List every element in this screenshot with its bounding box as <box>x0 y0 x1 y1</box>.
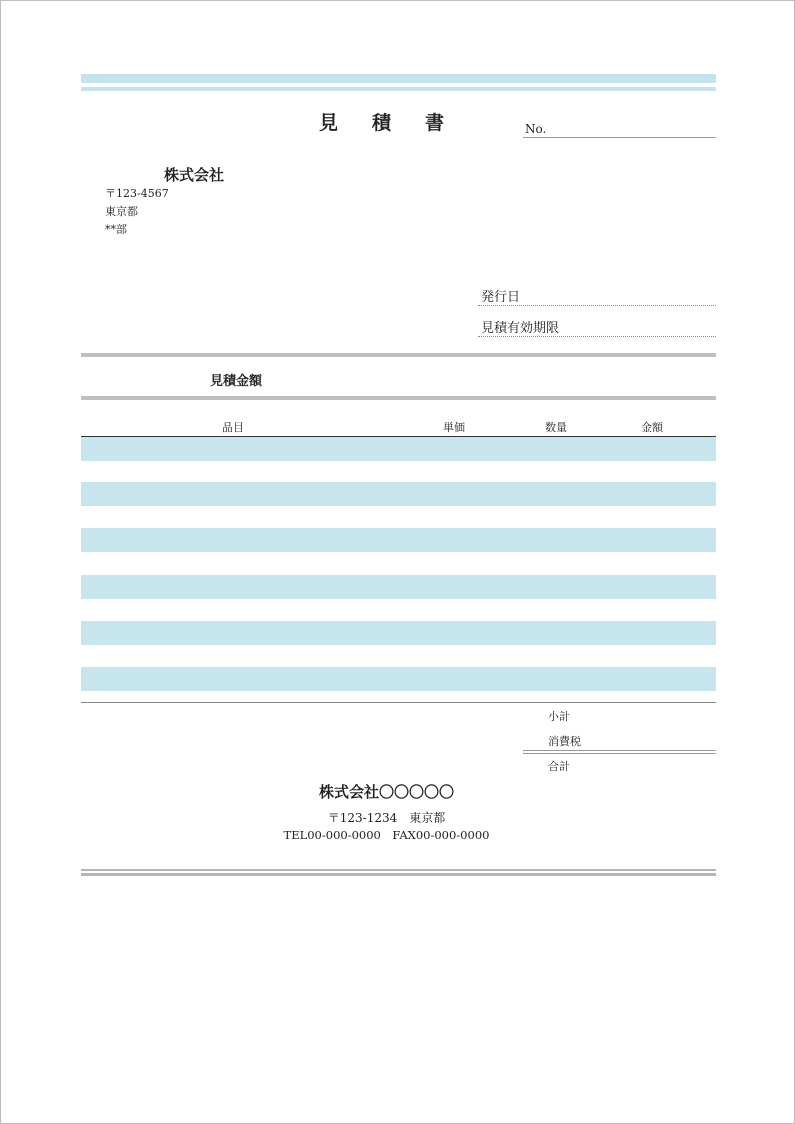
document-number-label: No. <box>525 122 547 136</box>
document-number-line <box>523 137 716 138</box>
issuer-company: 株式会社〇〇〇〇〇 <box>318 783 454 801</box>
recipient-postal: 〒123-4567 <box>105 187 169 200</box>
issue-date-line <box>478 305 716 306</box>
column-header-unit-price: 単価 <box>443 421 465 434</box>
issue-date-label: 発行日 <box>481 290 521 305</box>
recipient-company: 株式会社 <box>164 166 225 184</box>
estimate-amount-label: 見積金額 <box>210 374 263 389</box>
table-row <box>81 528 716 552</box>
column-header-amount: 金額 <box>641 421 663 434</box>
document-title: 見積書 <box>319 112 479 134</box>
amount-top-rule <box>81 353 716 357</box>
valid-until-line <box>478 336 716 337</box>
table-row <box>81 621 716 645</box>
table-row <box>81 667 716 691</box>
footer-rule-bottom <box>81 873 716 876</box>
table-row <box>81 482 716 506</box>
recipient-dept: **部 <box>105 223 127 236</box>
footer-rule-top <box>81 869 716 871</box>
subtotal-label: 小計 <box>548 710 570 723</box>
amount-bottom-rule <box>81 396 716 400</box>
total-double-rule-top <box>523 750 716 751</box>
header-band-top <box>81 74 716 83</box>
table-bottom-rule <box>81 702 716 703</box>
recipient-city: 東京都 <box>105 205 138 218</box>
column-header-item: 品目 <box>222 421 244 434</box>
issuer-contact: TEL00-000-0000 FAX00-000-0000 <box>283 828 490 842</box>
column-header-quantity: 数量 <box>545 421 567 434</box>
valid-until-label: 見積有効期限 <box>481 321 560 336</box>
tax-label: 消費税 <box>548 735 581 748</box>
table-row <box>81 575 716 599</box>
table-row <box>81 437 716 461</box>
header-band-bottom <box>81 87 716 91</box>
issuer-address: 〒123-1234 東京都 <box>327 811 446 825</box>
total-double-rule-bottom <box>523 753 716 754</box>
total-label: 合計 <box>548 760 570 773</box>
